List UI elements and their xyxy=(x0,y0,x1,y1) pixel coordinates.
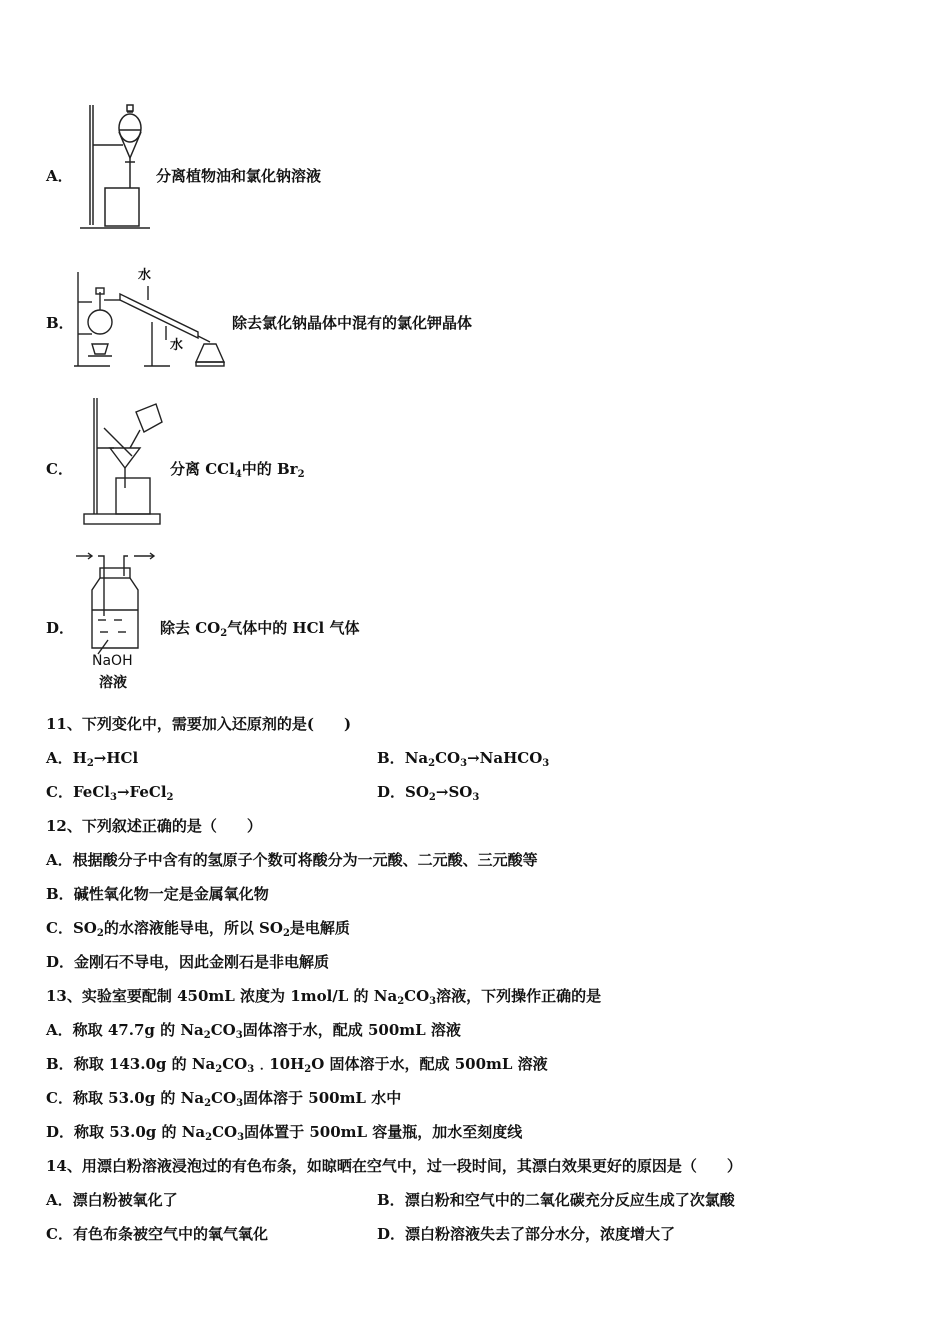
q11-option-a: A．$H_2\to HCl$ xyxy=(46,749,139,769)
option-d-letter: D． xyxy=(46,619,75,637)
filtration-apparatus-icon xyxy=(80,396,170,528)
option-a-text: 分离植物油和氯化钠溶液 xyxy=(156,167,322,185)
q11-option-c: C．FeCl$_3$→FeCl$_2$ xyxy=(46,783,174,803)
option-a-letter: A． xyxy=(46,167,73,185)
q14-option-a: A．漂白粉被氧化了 xyxy=(46,1191,178,1209)
q12-option-c: C．$SO_2$的水溶液能导电，所以 $SO_2$是电解质 xyxy=(46,919,350,939)
option-d-text: 除去 $CO_2$气体中的 HCl 气体 xyxy=(160,619,360,639)
q14-option-b: B．漂白粉和空气中的二氧化碳充分反应生成了次氯酸 xyxy=(377,1191,735,1209)
q13-option-d: D．称取 53.0g 的 $Na_2CO_3$固体置于 500mL 容量瓶，加水至刻度线 xyxy=(46,1123,523,1143)
naoh-label: NaOH xyxy=(92,653,133,669)
q11-option-b: B．$Na_2CO_3\to NaHCO_3$ xyxy=(377,749,550,769)
question-12-stem: 12、下列叙述正确的是（ ） xyxy=(46,817,262,835)
q12-option-d: D．金刚石不导电，因此金刚石是非电解质 xyxy=(46,953,330,971)
question-11-stem: 11、下列变化中，需要加入还原剂的是( ) xyxy=(46,715,352,733)
water-out-label: 水 xyxy=(170,338,184,353)
q13-option-a: A．称取 47.7g 的 $Na_2CO_3$固体溶于水，配成 500mL 溶液 xyxy=(46,1021,461,1041)
q12-option-b: B．碱性氧化物一定是金属氧化物 xyxy=(46,885,269,903)
option-c-text: 分离 CCl$_4$中的 $Br_2$ xyxy=(170,460,305,480)
option-c-letter: C． xyxy=(46,460,73,478)
solution-label: 溶液 xyxy=(99,675,127,691)
q11-option-d: D．$SO_2\to SO_3$ xyxy=(377,783,480,803)
water-in-label: 水 xyxy=(138,268,152,283)
q13-option-c: C．称取 53.0g 的 $Na_2CO_3$固体溶于 500mL 水中 xyxy=(46,1089,402,1109)
option-b-text: 除去氯化钠晶体中混有的氯化钾晶体 xyxy=(232,314,473,332)
q12-option-a: A．根据酸分子中含有的氢原子个数可将酸分为一元酸、二元酸、三元酸等 xyxy=(46,851,538,869)
q14-option-c: C．有色布条被空气中的氧气氧化 xyxy=(46,1225,268,1243)
separatory-funnel-apparatus-icon xyxy=(75,100,155,235)
question-13-stem: 13、实验室要配制 450mL 浓度为 1mol/L 的 $Na_2CO_3$溶液，下列操作正确的是 xyxy=(46,987,602,1007)
gas-washing-bottle-icon xyxy=(76,548,160,658)
option-b-letter: B． xyxy=(46,314,74,332)
question-14-stem: 14、用漂白粉溶液浸泡过的有色布条，如晾晒在空气中，过一段时间，其漂白效果更好的原因是（ ） xyxy=(46,1157,742,1175)
q13-option-b: B．称取 143.0g 的 $Na_2CO_3﹒10H_2O$ 固体溶于水，配成 500mL 溶液 xyxy=(46,1055,548,1075)
q14-option-d: D．漂白粉溶液失去了部分水分，浓度增大了 xyxy=(377,1225,676,1243)
